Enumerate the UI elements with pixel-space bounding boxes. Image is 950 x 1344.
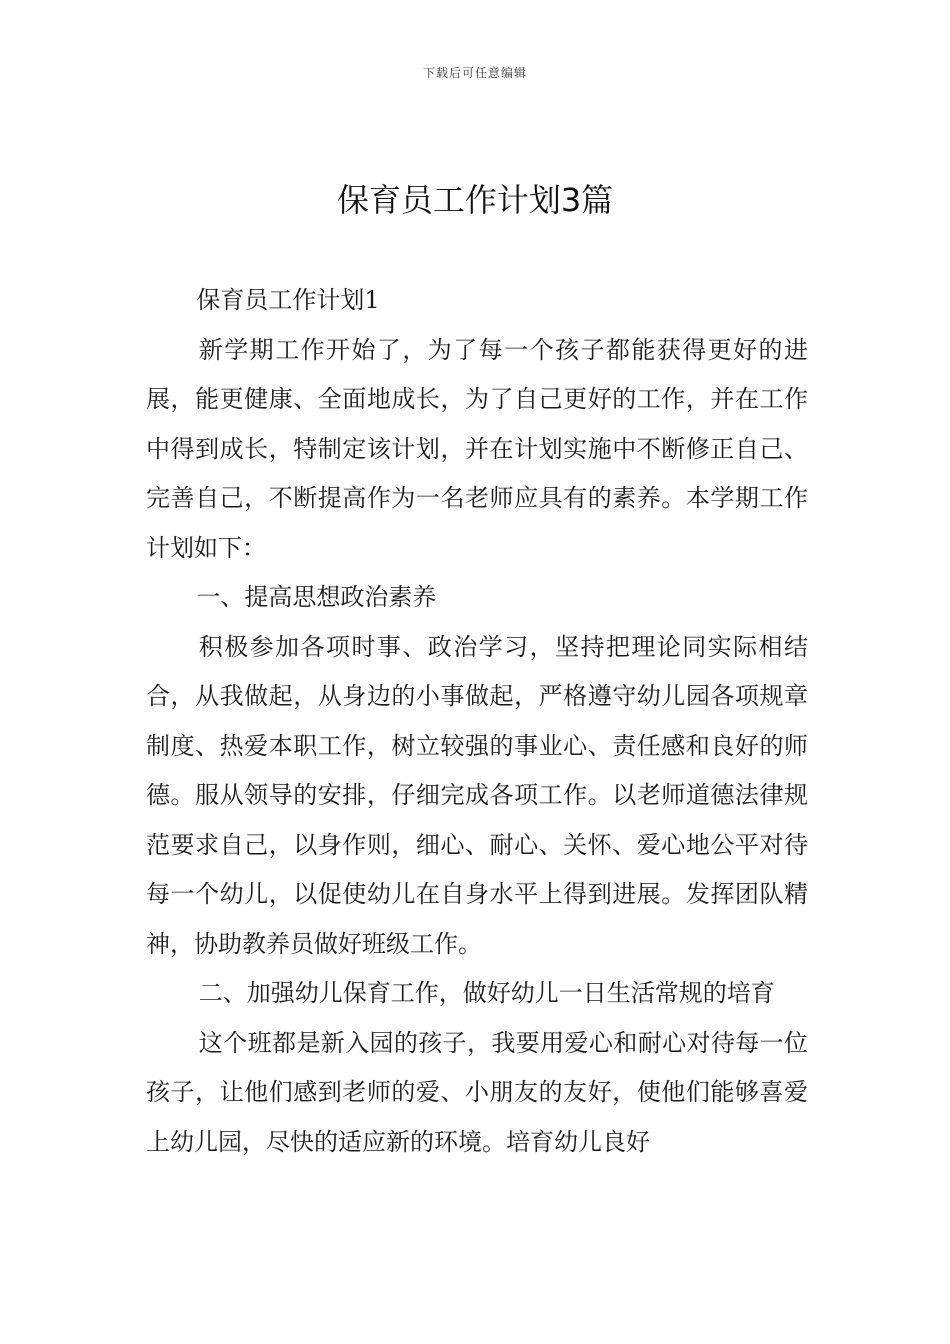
section-heading-politics: 一、提高思想政治素养	[196, 583, 437, 611]
section-heading-plan-1: 保育员工作计划1	[196, 286, 380, 314]
paragraph-intro: 新学期工作开始了，为了每一个孩子都能获得更好的进展，能更健康、全面地成长，为了自己更好的工作，并在工作中得到成长，特制定该计划，并在计划实施中不断修正自己、完善自己，不断提高作为一名老师应具有的素养。本学期工作计划如下：	[146, 335, 808, 562]
paragraph-care: 这个班都是新入园的孩子，我要用爱心和耐心对待每一位孩子，让他们感到老师的爱、小朋友的友好，使他们能够喜爱上幼儿园，尽快的适应新的环境。培育幼儿良好	[146, 1028, 808, 1156]
section-heading-care: 二、加强幼儿保育工作，做好幼儿一日生活常规的培育	[198, 979, 775, 1007]
header-note: 下载后可任意编辑	[422, 66, 527, 80]
document-body	[146, 276, 808, 1167]
paragraph-politics: 积极参加各项时事、政治学习，坚持把理论同实际相结合，从我做起，从身边的小事做起，严格遵守幼儿园各项规章制度、热爱本职工作，树立较强的事业心、责任感和良好的师德。服从领导的安排，仔细完成各项工作。以老师道德法律规范要求自己，以身作则，细心、耐心、关怀、爱心地公平对待每一个幼儿，以促使幼儿在自身水平上得到进展。发挥团队精神，协助教养员做好班级工作。	[146, 632, 808, 958]
document-title: 保育员工作计划3篇	[336, 181, 614, 219]
